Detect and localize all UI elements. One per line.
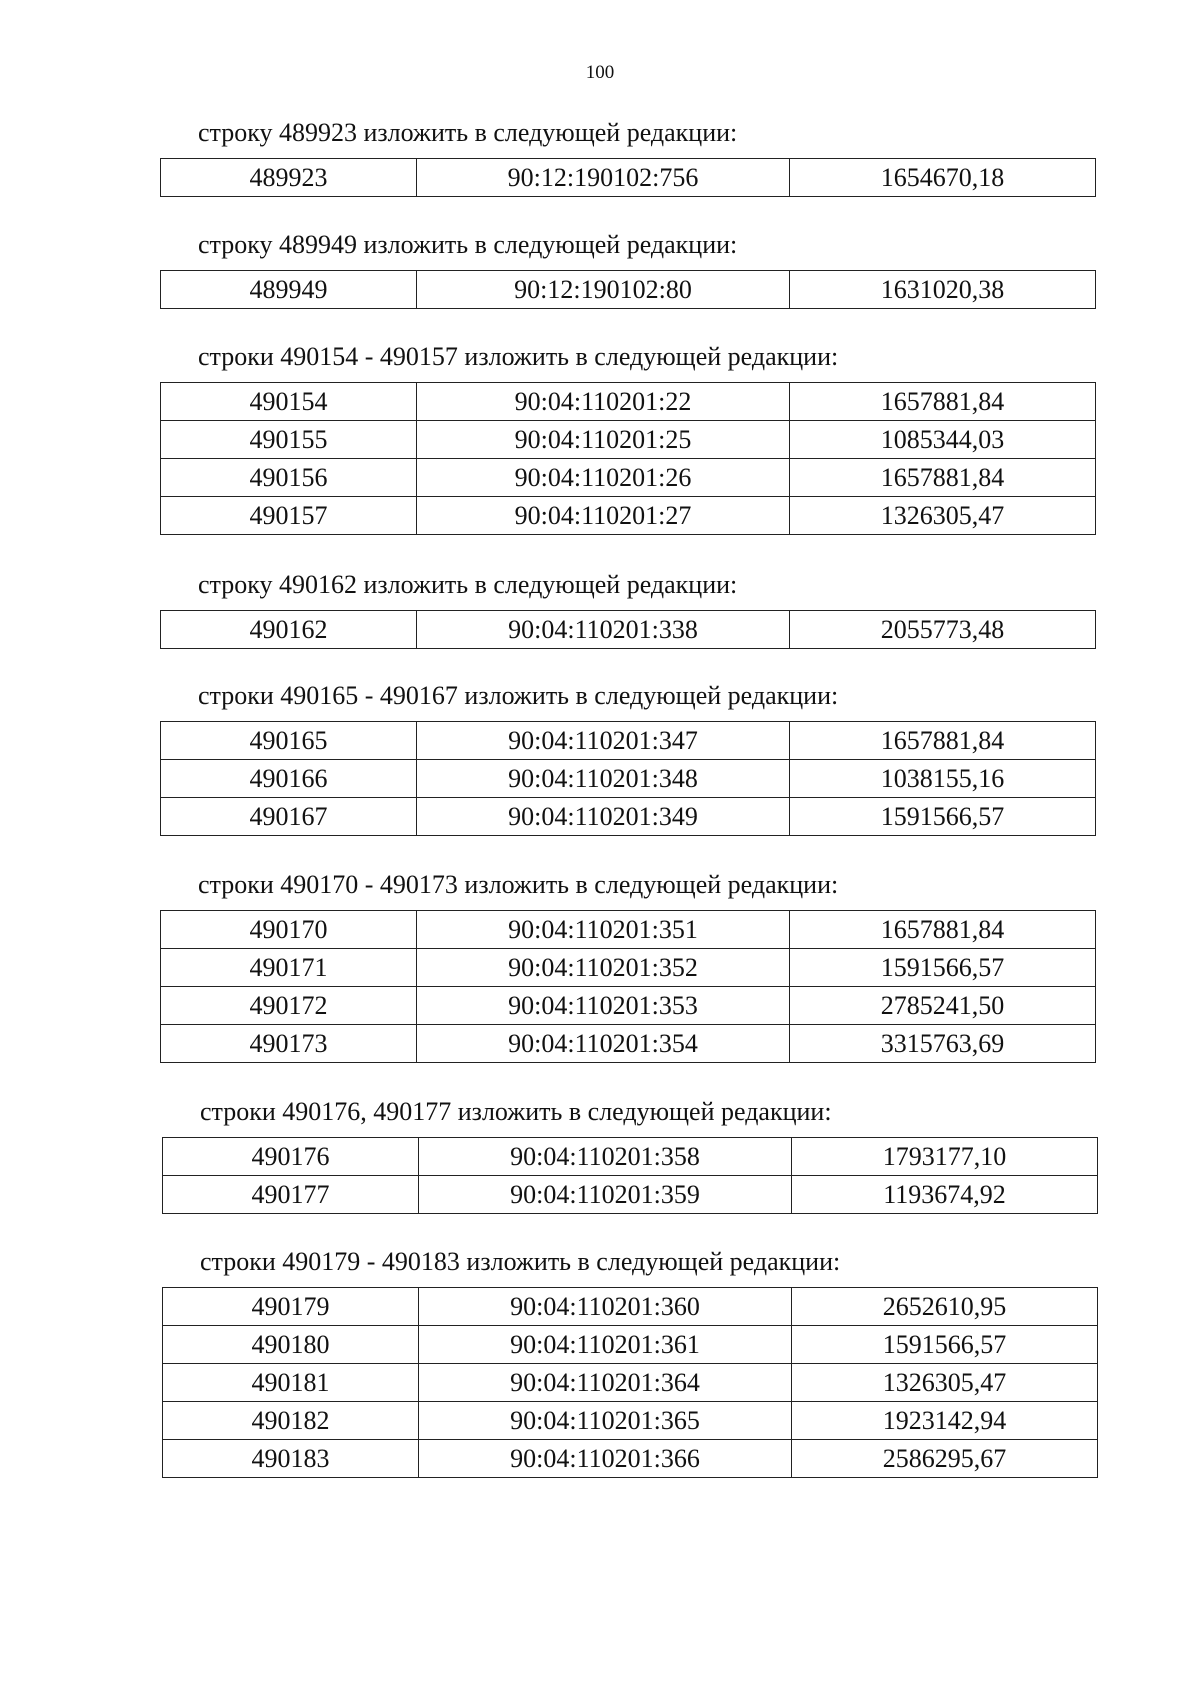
table-row [163,1364,1098,1402]
row-number-cell: 490171 [161,949,417,987]
cadastral-number-cell: 90:04:110201:26 [417,459,790,497]
value-cell: 1591566,57 [790,949,1096,987]
cadastral-number-cell: 90:04:110201:338 [417,611,790,649]
cadastral-number-cell: 90:12:190102:80 [417,271,790,309]
cadastral-number-cell: 90:04:110201:349 [417,798,790,836]
value-cell: 2586295,67 [792,1440,1098,1478]
table-row [161,159,1096,197]
value-cell: 1326305,47 [790,497,1096,535]
cadastral-number-cell: 90:04:110201:347 [417,722,790,760]
amendment-heading: строки 490165 - 490167 изложить в следующей редакции: [198,681,839,710]
cadastral-number-cell: 90:04:110201:25 [417,421,790,459]
value-cell: 1923142,94 [792,1402,1098,1440]
value-cell: 1793177,10 [792,1138,1098,1176]
table-row [161,497,1096,535]
row-number-cell: 490156 [161,459,417,497]
table-row [163,1440,1098,1478]
amendment-section [160,342,1096,535]
row-number-cell: 490154 [161,383,417,421]
amendment-table [160,382,1096,535]
page-number: 100 [585,62,615,83]
cadastral-number-cell: 90:04:110201:27 [417,497,790,535]
row-number-cell: 490180 [163,1326,419,1364]
row-number-cell: 490166 [161,760,417,798]
row-number-cell: 489923 [161,159,417,197]
amendment-section [162,1247,1098,1478]
value-cell: 2652610,95 [792,1288,1098,1326]
amendment-table [160,721,1096,836]
cadastral-number-cell: 90:04:110201:364 [419,1364,792,1402]
cadastral-number-cell: 90:04:110201:360 [419,1288,792,1326]
value-cell: 3315763,69 [790,1025,1096,1063]
value-cell: 1326305,47 [792,1364,1098,1402]
amendment-table [160,270,1096,309]
table-row [161,911,1096,949]
cadastral-number-cell: 90:12:190102:756 [417,159,790,197]
value-cell: 1657881,84 [790,459,1096,497]
table-row [161,611,1096,649]
row-number-cell: 490177 [163,1176,419,1214]
row-number-cell: 490157 [161,497,417,535]
row-number-cell: 490181 [163,1364,419,1402]
row-number-cell: 489949 [161,271,417,309]
cadastral-number-cell: 90:04:110201:365 [419,1402,792,1440]
value-cell: 2055773,48 [790,611,1096,649]
cadastral-number-cell: 90:04:110201:361 [419,1326,792,1364]
value-cell: 2785241,50 [790,987,1096,1025]
cadastral-number-cell: 90:04:110201:351 [417,911,790,949]
amendment-heading: строку 489949 изложить в следующей редакции: [198,230,738,259]
table-row [161,1025,1096,1063]
amendment-heading: строки 490179 - 490183 изложить в следующей редакции: [200,1247,841,1276]
cadastral-number-cell: 90:04:110201:348 [417,760,790,798]
amendment-heading: строки 490170 - 490173 изложить в следующей редакции: [198,870,839,899]
row-number-cell: 490165 [161,722,417,760]
cadastral-number-cell: 90:04:110201:354 [417,1025,790,1063]
amendment-heading: строку 490162 изложить в следующей редакции: [198,570,738,599]
table-row [163,1402,1098,1440]
table-row [163,1176,1098,1214]
row-number-cell: 490182 [163,1402,419,1440]
amendment-section [160,230,1096,309]
value-cell: 1657881,84 [790,722,1096,760]
table-row [161,271,1096,309]
value-cell: 1038155,16 [790,760,1096,798]
amendment-section [160,118,1096,197]
row-number-cell: 490179 [163,1288,419,1326]
cadastral-number-cell: 90:04:110201:352 [417,949,790,987]
value-cell: 1657881,84 [790,911,1096,949]
row-number-cell: 490162 [161,611,417,649]
row-number-cell: 490173 [161,1025,417,1063]
table-row [161,421,1096,459]
table-row [163,1138,1098,1176]
row-number-cell: 490172 [161,987,417,1025]
amendment-heading: строки 490176, 490177 изложить в следующей редакции: [200,1097,832,1126]
table-row [161,949,1096,987]
amendment-section [160,681,1096,836]
table-row [163,1326,1098,1364]
table-row [161,722,1096,760]
cadastral-number-cell: 90:04:110201:366 [419,1440,792,1478]
cadastral-number-cell: 90:04:110201:358 [419,1138,792,1176]
amendment-table [162,1137,1098,1214]
amendment-section [160,870,1096,1063]
row-number-cell: 490167 [161,798,417,836]
value-cell: 1085344,03 [790,421,1096,459]
amendment-table [160,910,1096,1063]
value-cell: 1654670,18 [790,159,1096,197]
amendment-table [162,1287,1098,1478]
table-row [161,760,1096,798]
cadastral-number-cell: 90:04:110201:353 [417,987,790,1025]
table-row [161,459,1096,497]
amendment-table [160,610,1096,649]
amendment-heading: строки 490154 - 490157 изложить в следующей редакции: [198,342,839,371]
value-cell: 1631020,38 [790,271,1096,309]
value-cell: 1193674,92 [792,1176,1098,1214]
amendment-heading: строку 489923 изложить в следующей редакции: [198,118,738,147]
table-row [163,1288,1098,1326]
value-cell: 1657881,84 [790,383,1096,421]
cadastral-number-cell: 90:04:110201:22 [417,383,790,421]
value-cell: 1591566,57 [792,1326,1098,1364]
amendment-table [160,158,1096,197]
table-row [161,798,1096,836]
amendment-section [160,570,1096,649]
cadastral-number-cell: 90:04:110201:359 [419,1176,792,1214]
table-row [161,987,1096,1025]
table-row [161,383,1096,421]
row-number-cell: 490155 [161,421,417,459]
row-number-cell: 490176 [163,1138,419,1176]
row-number-cell: 490183 [163,1440,419,1478]
row-number-cell: 490170 [161,911,417,949]
amendment-section [162,1097,1098,1214]
value-cell: 1591566,57 [790,798,1096,836]
